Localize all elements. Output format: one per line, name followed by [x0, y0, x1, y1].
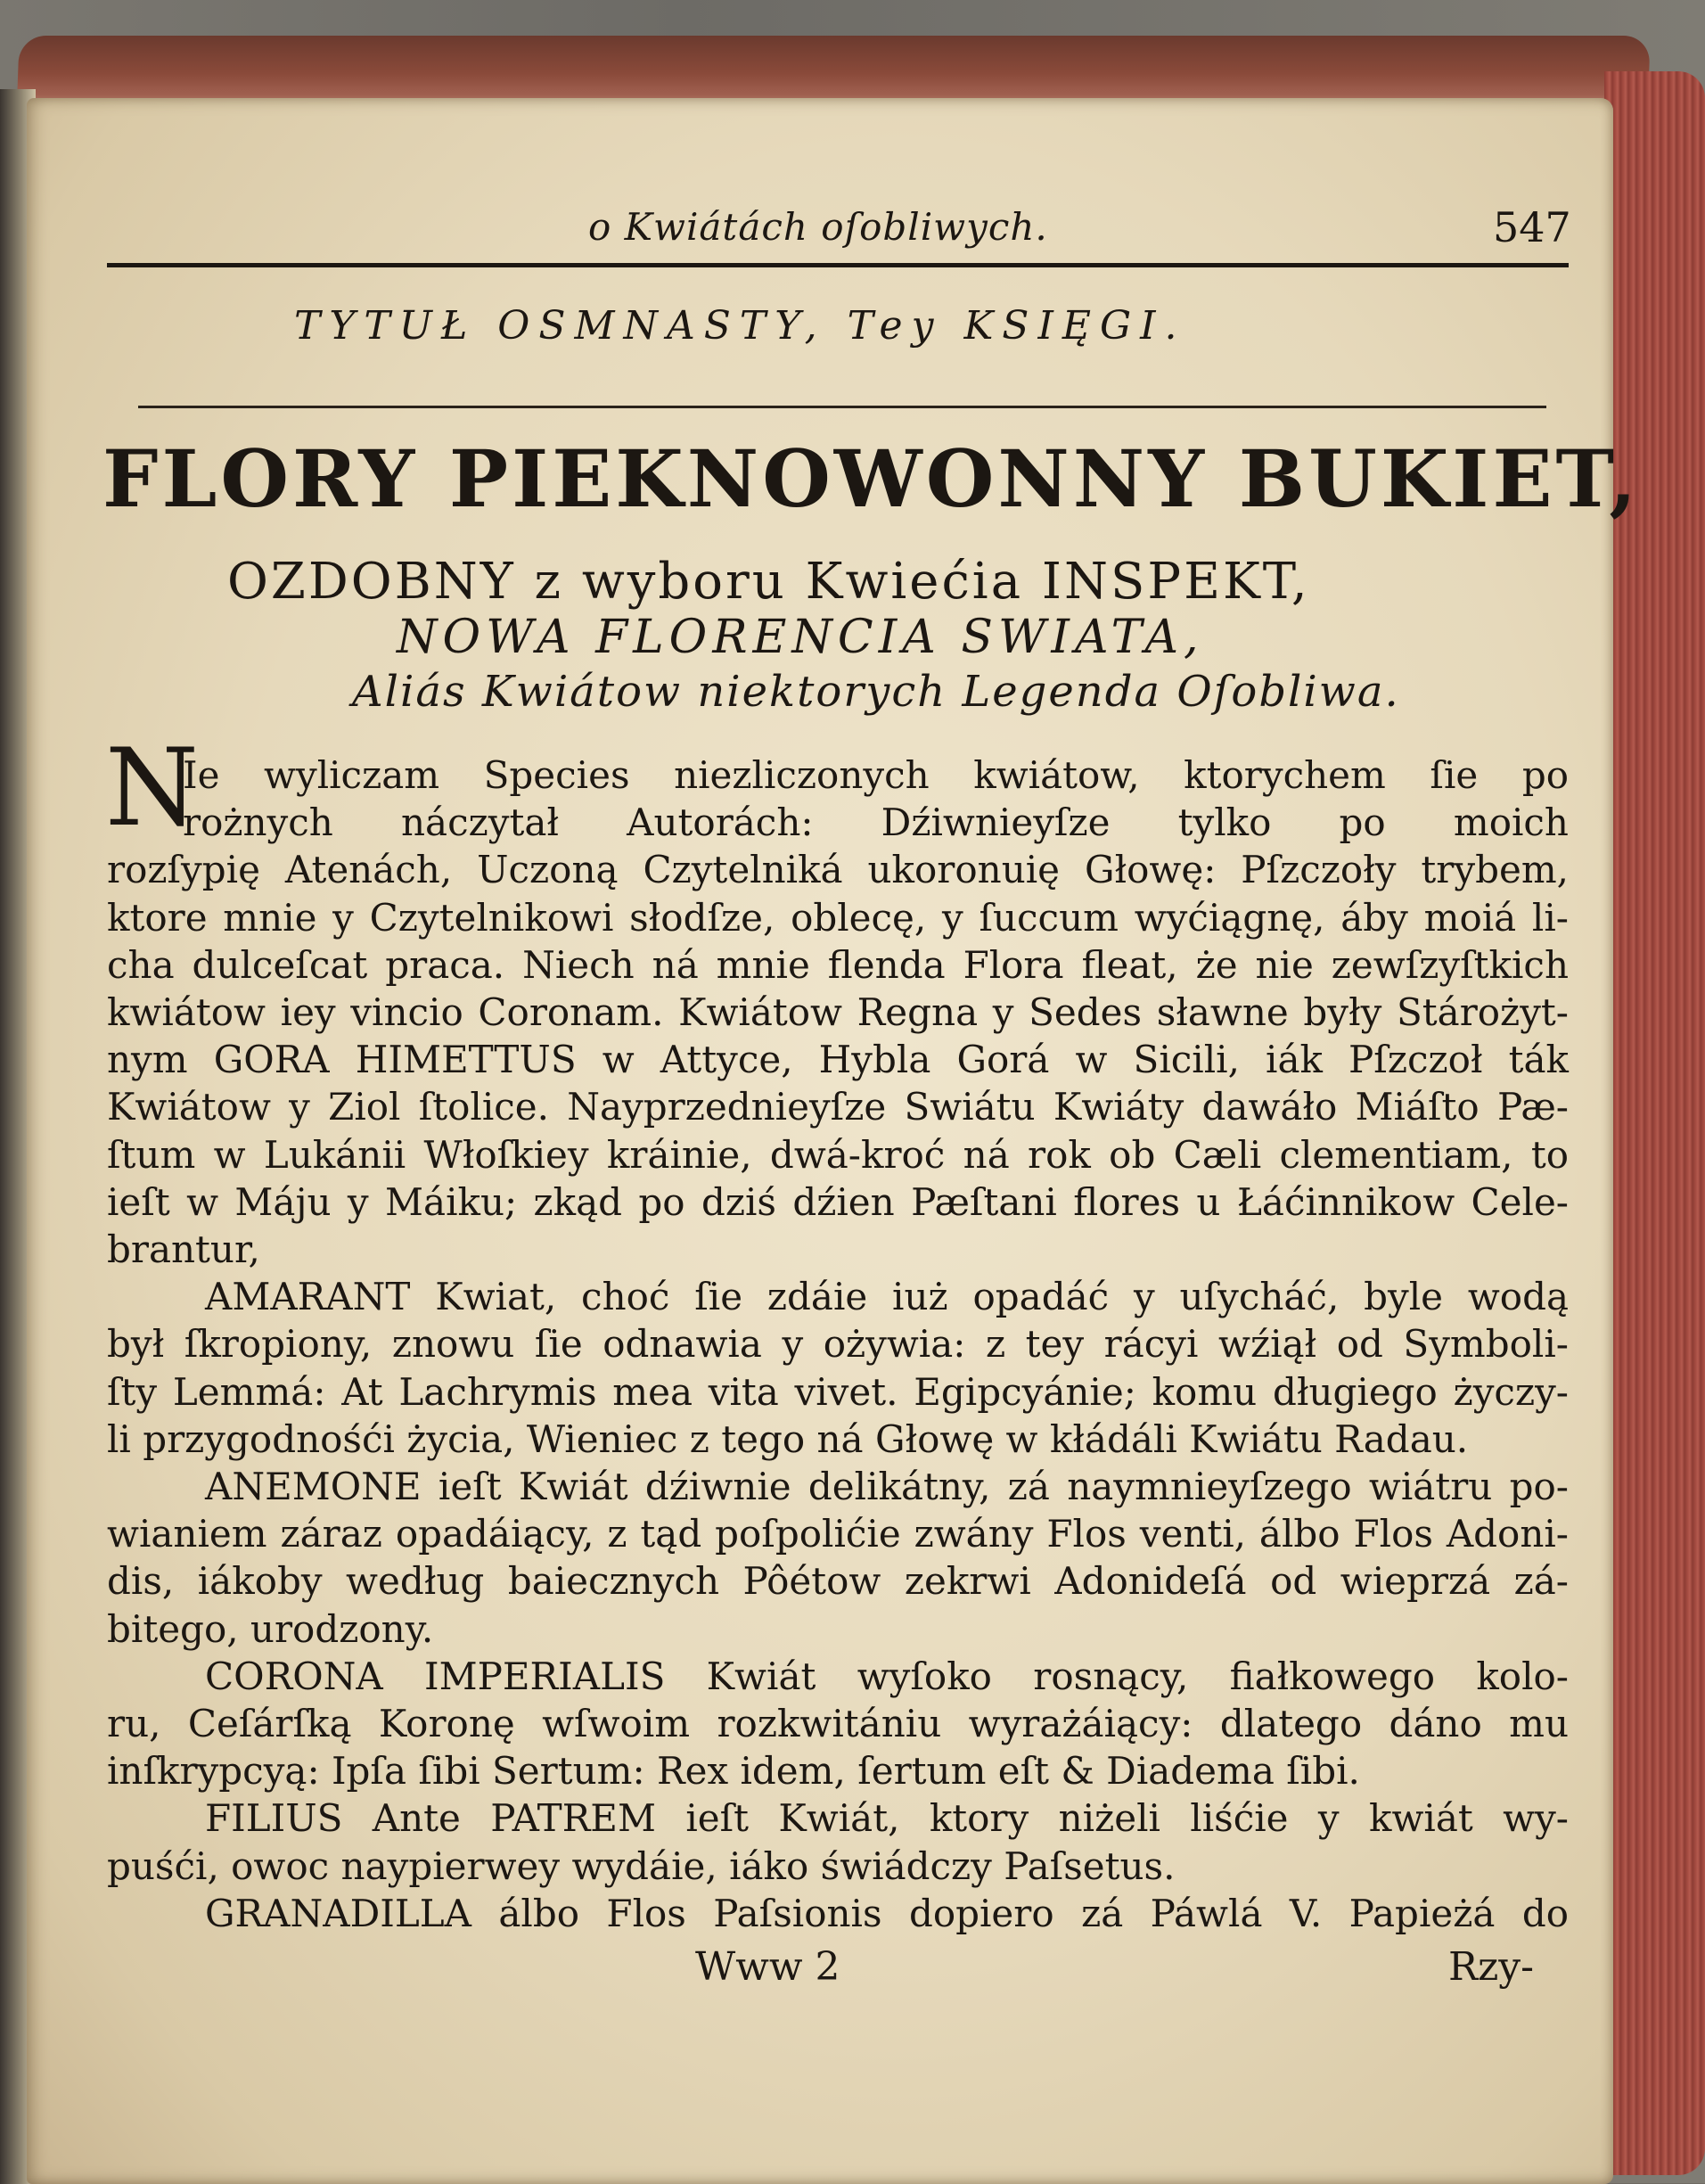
part-title: TYTUŁ OSMNASTY, Tey KSIĘGI. [294, 303, 1186, 349]
body-line: Kwiátow y Ziol ſtolice. Nayprzednieyſze Swiátu Kwiáty dawáło Miáſto Pæ- [107, 1085, 1569, 1129]
body-line: inſkrypcyą: Ipſa ſibi Sertum: Rex idem, ſertum eſt & Diadema ſibi. [107, 1749, 1360, 1794]
body-line: ru, Ceſárſką Koronę wſwoim rozkwitániu wyrażáiący: dlatego dáno mu [107, 1702, 1569, 1745]
body-line: li przygodnośći życia, Wieniec z tego ná Głowę w kłádáli Kwiátu Radau. [107, 1416, 1469, 1461]
body-line: AMARANT Kwiat, choć ſie zdáie iuż opadáć y uſycháć, byle wodą [205, 1275, 1569, 1319]
body-line: był ſkropiony, znowu ſie odnawia y ożywia: z tey rácyi wźiął od Symboli- [107, 1322, 1569, 1367]
body-line: ieſt w Máju y Máiku; zkąd po dziś dźien Pæſtani flores u Łáćinnikow Cele- [107, 1179, 1569, 1224]
body-line: brantur, [107, 1227, 260, 1271]
body-line: cha dulceſcat praca. Niech ná mnie flenda Flora fleat, że nie zewſzyſtkich [107, 942, 1569, 987]
body-line: puśći, owoc naypierwey wydáie, iáko świádczy Paſsetus. [107, 1843, 1176, 1888]
title-rule [138, 406, 1546, 408]
body-line: Ie wyliczam Species niezliczonych kwiátow, ktorychem ſie po [183, 753, 1569, 797]
body-line: ANEMONE ieſt Kwiát dźiwnie delikátny, zá naymnieyſzego wiátru po- [205, 1465, 1569, 1508]
catchword: Rzy- [1448, 1944, 1535, 1990]
body-line: CORONA IMPERIALIS Kwiát wyſoko rosnący, fiałkowego kolo- [205, 1654, 1569, 1698]
page-number: 547 [1493, 203, 1571, 251]
main-title: FLORY PIEKNOWONNY BUKIET, [102, 432, 1640, 525]
body-line: dis, iákoby według baiecznych Pôétow zekrwi Adonideſá od wieprzá zá- [107, 1559, 1569, 1604]
body-line: ſtum w Lukánii Włoſkiey kráinie, dwá-kroć ná rok ob Cæli clementiam, to [107, 1132, 1569, 1177]
body-line: FILIUS Ante PATREM ieſt Kwiát, ktory niżeli liśćie y kwiát wy- [205, 1796, 1569, 1841]
running-head: o Kwiátách oſobliwych. [588, 205, 1048, 249]
body-line: kwiátow iey vincio Coronam. Kwiátow Regna y Sedes sławne były Stárożyt- [107, 990, 1569, 1034]
body-line: nym GORA HIMETTUS w Attyce, Hybla Gorá w Sicili, iák Pſzczoł ták [107, 1038, 1569, 1082]
drop-cap: N [105, 727, 199, 850]
body-line: ſty Lemmá: At Lachrymis mea vita vivet. Egipcyánie; komu długiego życzy- [107, 1369, 1569, 1414]
body-line: rożnych náczytał Autorách: Dźiwnieyſze tylko po moich [183, 801, 1569, 845]
header-rule [107, 263, 1569, 267]
body-line: ktore mnie y Czytelnikowi słodſze, oblecę, y ſuccum wyćiągnę, áby moiá li- [107, 895, 1569, 940]
body-line: bitego, urodzony. [107, 1606, 434, 1651]
body-line: wianiem záraz opadáiący, z tąd poſpolićie zwány Flos venti, álbo Flos Adoni- [107, 1512, 1569, 1556]
book-fore-edge [1604, 71, 1705, 2175]
signature-mark: Www 2 [695, 1944, 840, 1990]
subtitle-3: Aliás Kwiátow niektorych Legenda Oſobliwa. [352, 667, 1400, 717]
body-line: rozſypię Atenách, Uczoną Czytelniká ukoronuię Głowę: Pſzczoły trybem, [107, 848, 1569, 892]
body-line: GRANADILLA álbo Flos Paſsionis dopiero zá Páwlá V. Papieżá do [205, 1891, 1569, 1935]
subtitle-1: OZDOBNY z wyboru Kwiećia INSPEKT, [227, 553, 1310, 611]
subtitle-2: NOWA FLORENCIA SWIATA, [397, 611, 1204, 664]
